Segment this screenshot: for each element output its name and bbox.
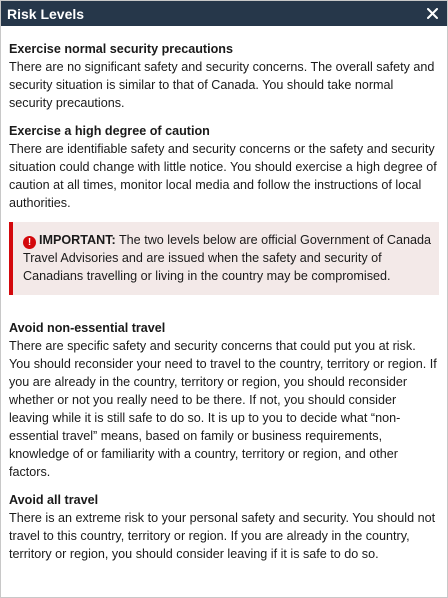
alert-label: IMPORTANT: xyxy=(39,233,116,247)
risk-level-non-essential xyxy=(9,319,439,481)
close-button[interactable] xyxy=(423,5,441,23)
risk-level-description: There are identifiable safety and security concerns or the safety and security situation could change with little notice. You should exercise a high degree of caution at all times, monitor local media and follow the instructions of local authorities. xyxy=(9,142,437,210)
dialog-title: Risk Levels xyxy=(7,5,85,22)
risk-level-heading: Exercise normal security precautions xyxy=(9,42,233,56)
risk-level-heading: Exercise a high degree of caution xyxy=(9,124,210,138)
dialog-content xyxy=(1,26,447,563)
risk-level-heading: Avoid all travel xyxy=(9,493,99,507)
dialog-titlebar xyxy=(1,1,447,26)
close-icon xyxy=(427,8,438,19)
risk-level-avoid-all xyxy=(9,491,439,563)
risk-level-caution xyxy=(9,122,439,212)
risk-level-description: There are no significant safety and security concerns. The overall safety and security situation is similar to that of Canada. You should take normal security precautions. xyxy=(9,60,435,110)
risk-level-heading: Avoid non-essential travel xyxy=(9,321,166,335)
alert-text: The two levels below are official Government of Canada Travel Advisories and are issued when the safety and security of Canadians travelling or living in the country may be compromised. xyxy=(23,233,431,283)
risk-level-description: There are specific safety and security concerns that could put you at risk. You should reconsider your need to travel to the country, territory or region. If you are already in the country, territory or region, you should reconsider whether or not you really need to be there. If not, you should consider leaving while it is still safe to do so. It is up to you to decide what “non-essential travel” means, based on family or business requirements, knowledge of or familiarity with a country, territory or region, and other factors. xyxy=(9,339,437,479)
risk-level-description: There is an extreme risk to your personal safety and security. You should not travel to this country, territory or region. If you are already in the country, territory or region, you should consider leaving if it is safe to do so. xyxy=(9,511,436,561)
important-alert xyxy=(9,222,439,295)
risk-level-normal xyxy=(9,40,439,112)
exclamation-circle-icon: ! xyxy=(23,236,36,249)
